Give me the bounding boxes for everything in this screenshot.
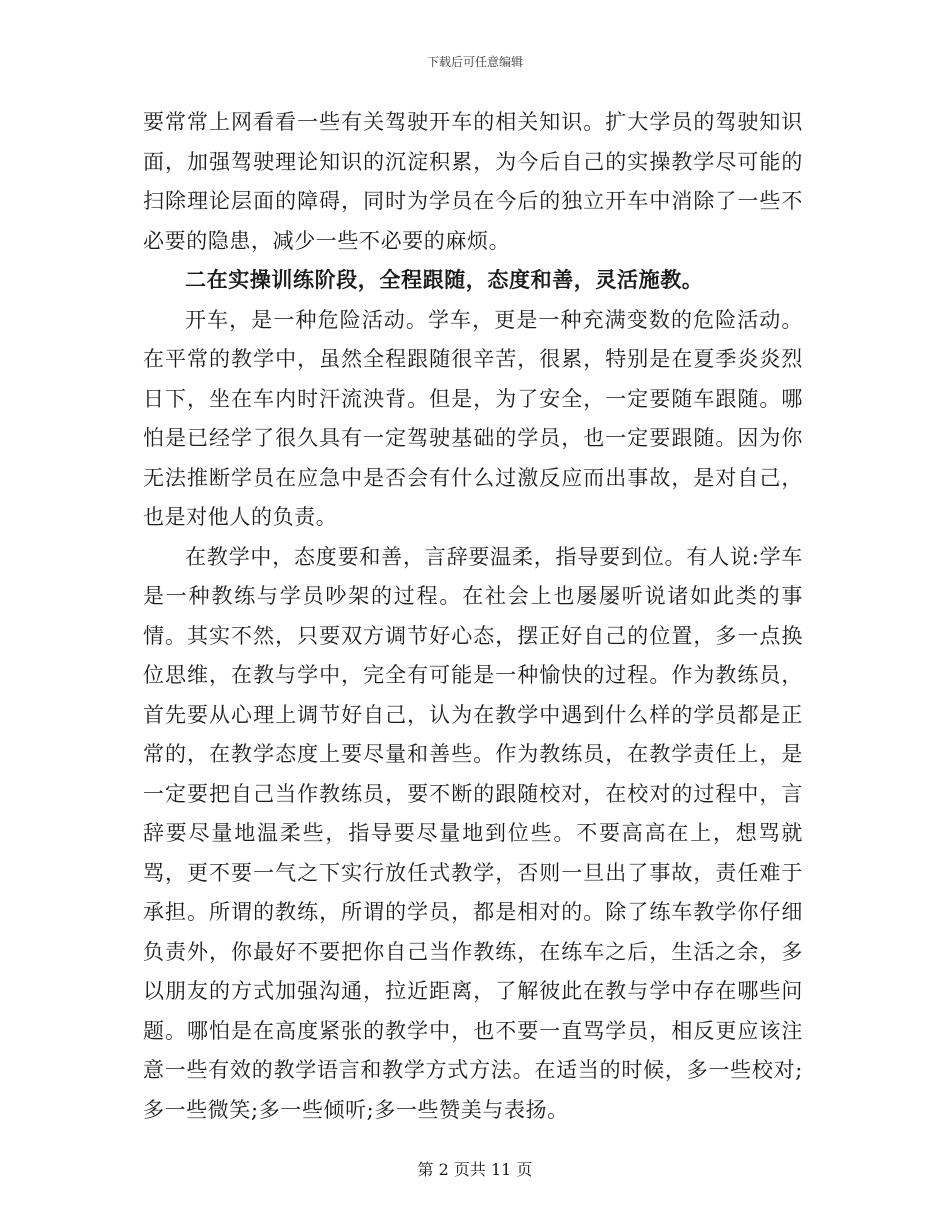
page-header: 下载后可任意编辑 bbox=[426, 55, 523, 69]
section-heading-practical-stage: 二在实操训练阶段，全程跟随，态度和善，灵活施教。 bbox=[185, 268, 704, 292]
paragraph-teaching-attitude: 在教学中，态度要和善，言辞要温柔，指导要到位。有人说:学车是一种教练与学员吵架的过程。在社会上也屡屡听说诸如此类的事情。其实不然，只要双方调节好心态，摆正好自己的位置，多一点换位思维，在教与学中，完全有可能是一种愉快的过程。作为教练员，首先要从心理上调节好自己，认为在教学中遇到什么样的学员都是正常的，在教学态度上要尽量和善些。作为教练员，在教学责任上，是一定要把自己当作教练员，要不断的跟随校对，在校对的过程中，言辞要尽量地温柔些，指导要尽量地到位些。不要高高在上，想骂就骂，更不要一气之下实行放任式教学，否则一旦出了事故，责任难于承担。所谓的教练，所谓的学员，都是相对的。除了练车教学你仔细负责外，你最好不要把你自己当作教练，在练车之后，生活之余，多以朋友的方式加强沟通，拉近距离，了解彼此在教与学中存在哪些问题。哪怕是在高度紧张的教学中，也不要一直骂学员，相反更应该注意一些有效的教学语言和教学方式方法。在适当的时候，多一些校对;多一些微笑;多一些倾听;多一些赞美与表扬。 bbox=[143, 544, 803, 1122]
document-body bbox=[143, 103, 803, 1130]
page-footer: 第 2 页共 11 页 bbox=[417, 1160, 533, 1179]
paragraph-theory-continuation: 要常常上网看看一些有关驾驶开车的相关知识。扩大学员的驾驶知识面，加强驾驶理论知识的沉淀积累，为今后自己的实操教学尽可能的扫除理论层面的障碍，同时为学员在今后的独立开车中消除了一些不必要的隐患，减少一些不必要的麻烦。 bbox=[143, 110, 803, 253]
paragraph-driving-danger: 开车，是一种危险活动。学车，更是一种充满变数的危险活动。在平常的教学中，虽然全程跟随很辛苦，很累，特别是在夏季炎炎烈日下，坐在车内时汗流泱背。但是，为了安全，一定要随车跟随。哪怕是已经学了很久具有一定驾驶基础的学员，也一定要跟随。因为你无法推断学员在应急中是否会有什么过激反应而出事故，是对自己，也是对他人的负责。 bbox=[143, 307, 803, 529]
